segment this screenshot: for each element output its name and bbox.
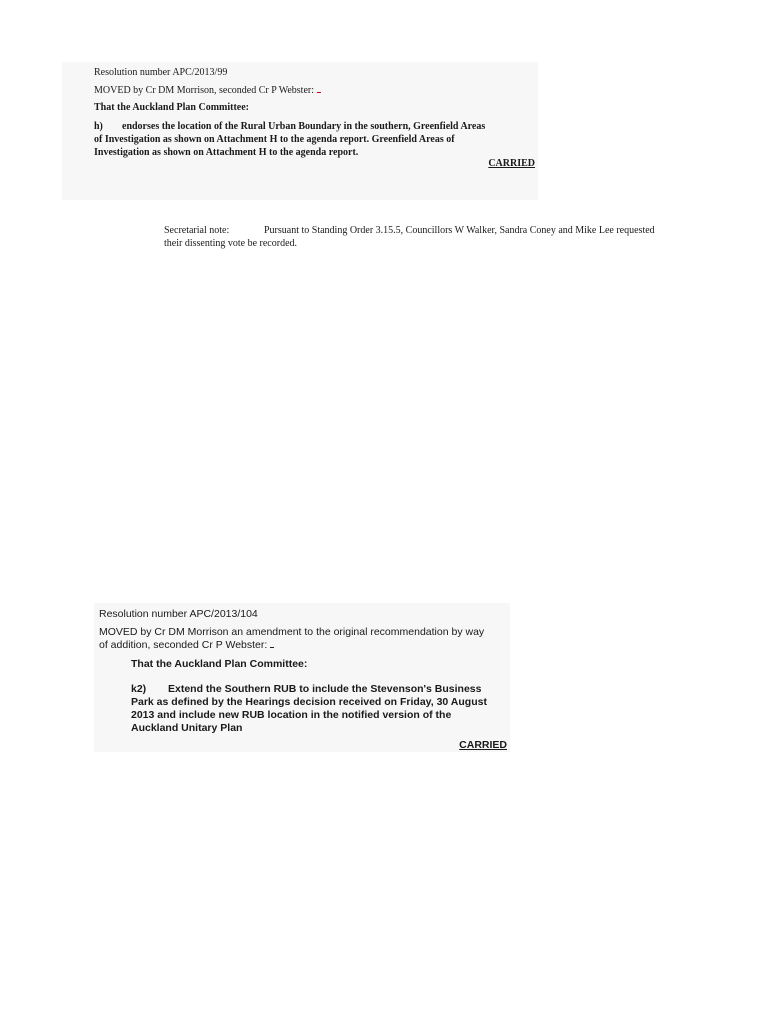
resolution-1-item-line2: of Investigation as shown on Attachment H to the agenda report. Greenfield Areas of [94, 134, 455, 145]
resolution-2-status: CARRIED [459, 739, 507, 751]
edit-mark-icon [270, 639, 274, 648]
resolution-1-number: Resolution number APC/2013/99 [94, 67, 228, 78]
resolution-1-item-line3: Investigation as shown on Attachment H to the agenda report. [94, 147, 359, 158]
resolution-1-status: CARRIED [488, 158, 535, 169]
resolution-2-item-line2: Park as defined by the Hearings decision received on Friday, 30 August [131, 696, 487, 708]
resolution-1-committee: That the Auckland Plan Committee: [94, 102, 249, 113]
secretarial-note-line1: Pursuant to Standing Order 3.15.5, Councillors W Walker, Sandra Coney and Mike Lee requested [264, 225, 655, 236]
secretarial-note-label: Secretarial note: [164, 225, 230, 236]
resolution-2-moved-line2: of addition, seconded Cr P Webster: [99, 639, 274, 651]
resolution-2-number: Resolution number APC/2013/104 [99, 608, 258, 620]
resolution-1-moved: MOVED by Cr DM Morrison, seconded Cr P Webster: [94, 84, 321, 96]
resolution-2-item-label: k2) [131, 683, 147, 695]
resolution-2-item-line3: 2013 and include new RUB location in the notified version of the [131, 709, 452, 721]
edit-mark-icon [317, 84, 321, 93]
resolution-2-moved-line1: MOVED by Cr DM Morrison an amendment to the original recommendation by way [99, 626, 485, 638]
resolution-2-committee: That the Auckland Plan Committee: [131, 658, 308, 670]
resolution-1-item-line1: endorses the location of the Rural Urban Boundary in the southern, Greenfield Areas [122, 121, 486, 132]
resolution-1-item-label: h) [94, 121, 103, 132]
resolution-2-item-line1: Extend the Southern RUB to include the Stevenson's Business [168, 683, 482, 695]
secretarial-note-line2: their dissenting vote be recorded. [164, 238, 298, 249]
resolution-2-item-line4: Auckland Unitary Plan [131, 722, 243, 734]
